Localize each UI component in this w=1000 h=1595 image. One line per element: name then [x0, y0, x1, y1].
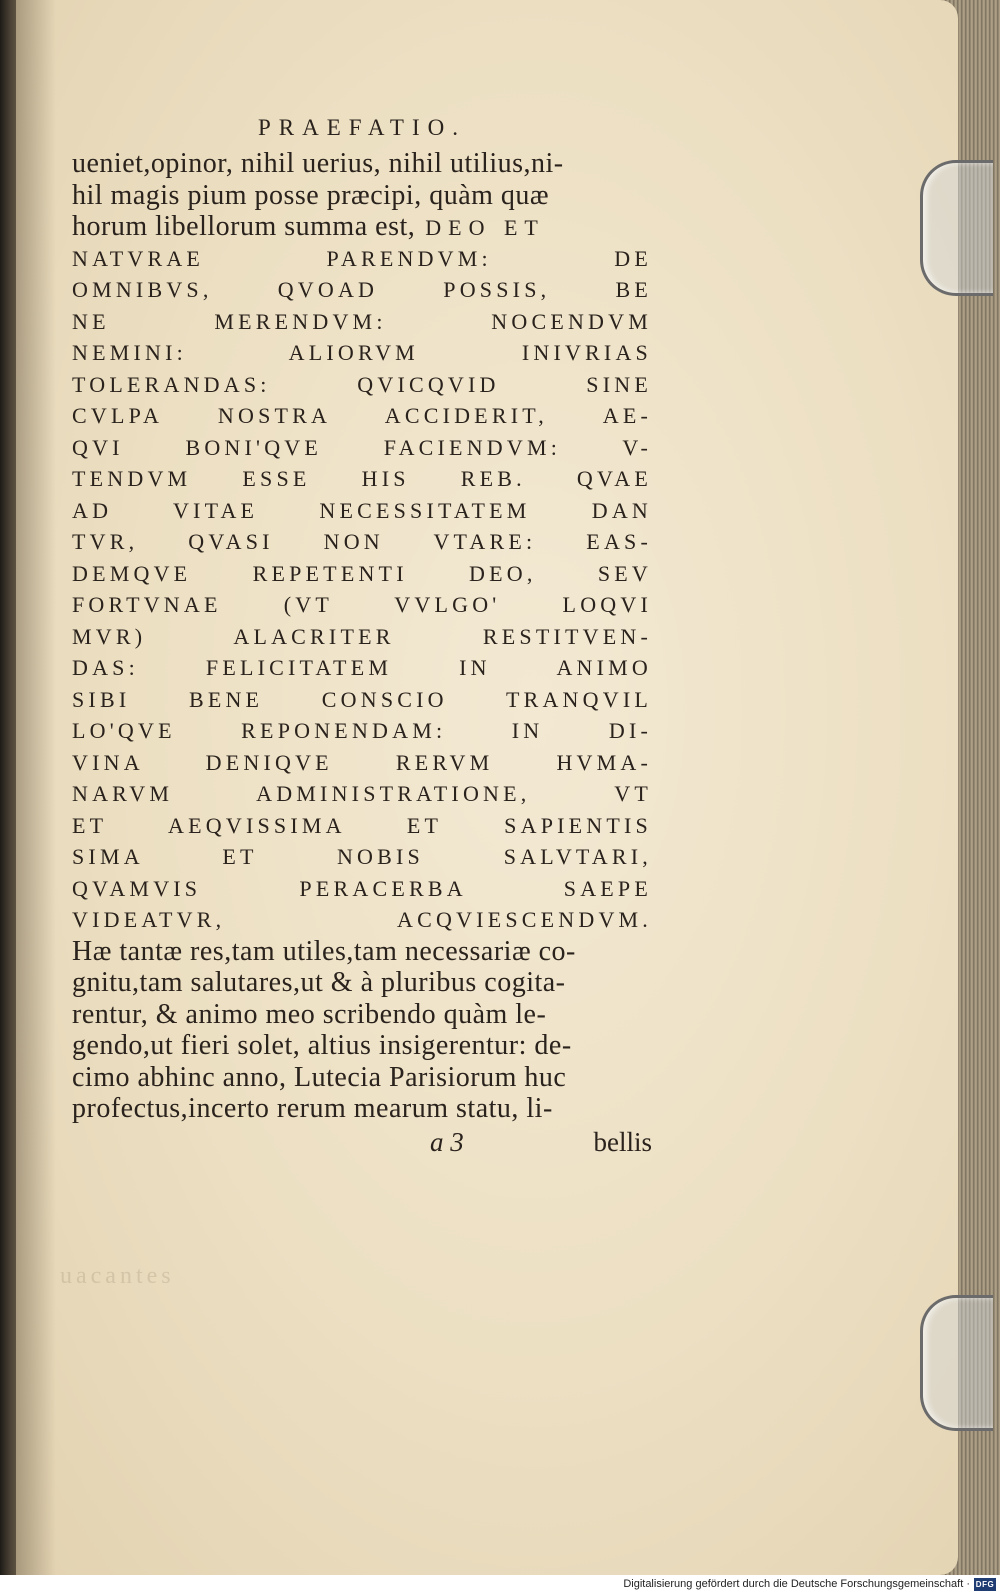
- text-line-content: LO'QVE REPONENDAM: IN DI-: [72, 718, 652, 743]
- text-line-content: rentur, & animo meo scribendo quàm le-: [72, 998, 547, 1030]
- dfg-logo-icon: DFG: [975, 1580, 995, 1589]
- text-line: [72, 211, 652, 243]
- text-line: [72, 936, 652, 968]
- text-line-content: ET AEQVISSIMA ET SAPIENTIS: [72, 812, 652, 838]
- text-line: [72, 274, 652, 306]
- text-line: [72, 778, 652, 810]
- text-line: [72, 999, 652, 1031]
- text-line: [72, 1062, 652, 1094]
- text-line: [72, 873, 652, 905]
- text-line: [72, 463, 652, 495]
- text-line: [72, 747, 652, 779]
- text-line: [72, 652, 652, 684]
- page-text-block: [72, 112, 652, 1159]
- text-line-content: MVR) ALACRITER RESTITVEN-: [72, 623, 652, 649]
- text-line-content: ueniet,opinor, nihil uerius, nihil utilius,ni-: [72, 148, 564, 179]
- text-line: [72, 1030, 652, 1062]
- catchword: bellis: [593, 1126, 652, 1157]
- funding-credit: Digitalisierung gefördert durch die Deutsche Forschungsgemeinschaft ·: [623, 1578, 970, 1590]
- text-line-content: hil magis pium posse præcipi, quàm quæ: [72, 179, 550, 211]
- text-line: [72, 715, 652, 747]
- text-line-content: OMNIBVS, QVOAD POSSIS, BE: [72, 277, 652, 302]
- text-line-content: NEMINI: ALIORVM INIVRIAS: [72, 340, 652, 365]
- text-line: [72, 904, 652, 936]
- text-line: [72, 589, 652, 621]
- text-line-content: CVLPA NOSTRA ACCIDERIT, AE-: [72, 403, 652, 428]
- text-line: [72, 558, 652, 590]
- text-line-content: Hæ tantæ res,tam utiles,tam necessariæ co-: [72, 935, 576, 967]
- text-line: [72, 621, 652, 653]
- text-line-content: DAS: FELICITATEM IN ANIMO: [72, 655, 652, 680]
- text-line-content: QVAMVIS PERACERBA SAEPE: [72, 875, 652, 901]
- body-text: [72, 148, 652, 1125]
- text-line: [72, 1093, 652, 1125]
- text-line-content: gendo,ut fieri solet, altius insigerentur: de-: [72, 1030, 572, 1061]
- running-header: PRAEFATIO.: [257, 115, 466, 140]
- page-clip-top: [920, 160, 993, 296]
- credit-bar: [0, 1575, 1000, 1595]
- text-line-content: VINA DENIQVE RERVM HVMA-: [72, 749, 652, 775]
- page-footer: [72, 1125, 652, 1159]
- text-line: [72, 369, 652, 401]
- text-line-content: TOLERANDAS: QVICQVID SINE: [72, 371, 652, 397]
- text-line-content: SIBI BENE CONSCIO TRANQVIL: [72, 686, 652, 712]
- text-line: [72, 810, 652, 842]
- text-line: [72, 432, 652, 464]
- text-line-content: QVI BONI'QVE FACIENDVM: V-: [72, 434, 652, 460]
- bleed-through-text: uacantes: [60, 1263, 175, 1289]
- text-line-content: AD VITAE NECESSITATEM DAN: [72, 497, 652, 523]
- text-line-content: NATVRAE PARENDVM: DE: [72, 245, 652, 271]
- text-line-content: DEMQVE REPETENTI DEO, SEV: [72, 560, 652, 586]
- text-line: [72, 526, 652, 558]
- signature-mark: a 3: [430, 1126, 464, 1157]
- text-line: [72, 495, 652, 527]
- text-line: [72, 684, 652, 716]
- gutter-shadow: [16, 0, 56, 1575]
- page-clip-bottom: [920, 1295, 993, 1431]
- text-line: [72, 400, 652, 432]
- text-line-content: NARVM ADMINISTRATIONE, VT: [72, 781, 652, 806]
- text-line-content: TENDVM ESSE HIS REB. QVAE: [72, 466, 652, 491]
- text-line-content: NE MERENDVM: NOCENDVM: [72, 308, 652, 334]
- text-line-content: profectus,incerto rerum mearum statu, li-: [72, 1093, 553, 1124]
- text-line-content: cimo abhinc anno, Lutecia Parisiorum huc: [72, 1061, 567, 1093]
- text-line: [72, 337, 652, 369]
- text-line: [72, 967, 652, 999]
- text-line: [72, 148, 652, 180]
- text-line: [72, 841, 652, 873]
- text-line-caps: DEO ET: [425, 215, 545, 240]
- text-line: [72, 306, 652, 338]
- text-line-content: FORTVNAE (VT VVLGO' LOQVI: [72, 592, 652, 617]
- text-line-content: gnitu,tam salutares,ut & à pluribus cogita-: [72, 967, 566, 998]
- text-line-content: SIMA ET NOBIS SALVTARI,: [72, 844, 652, 869]
- text-line-content: horum libellorum summa est,: [72, 211, 416, 242]
- text-line: [72, 180, 652, 212]
- text-line-content: VIDEATVR, ACQVIESCENDVM.: [72, 907, 652, 932]
- text-line: [72, 243, 652, 275]
- text-line-content: TVR, QVASI NON VTARE: EAS-: [72, 529, 652, 554]
